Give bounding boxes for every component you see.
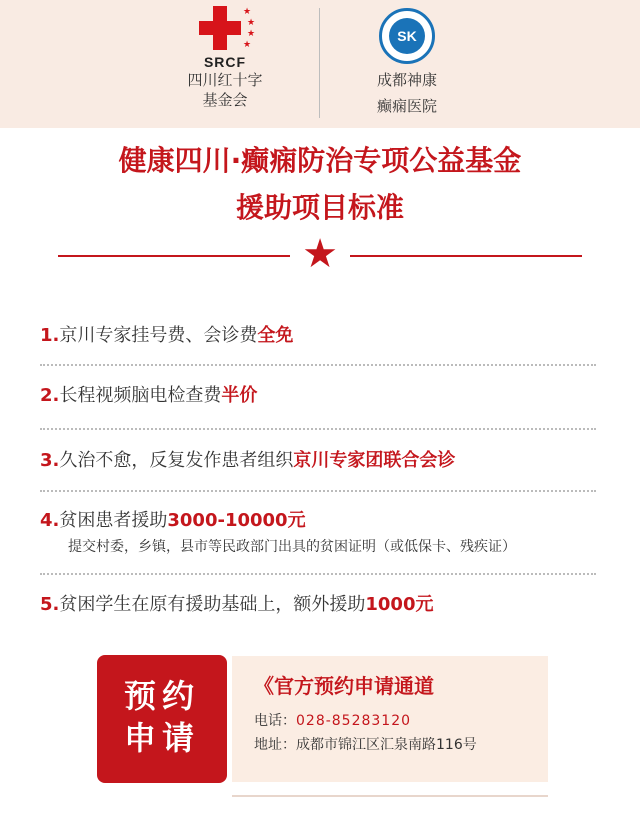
address-text: 成都市锦江区汇泉南路116号: [296, 737, 477, 753]
item-text: 贫困学生在原有援助基础上，额外援助: [59, 594, 366, 615]
srcf-name-line2: 基金会: [202, 91, 248, 109]
phone-number-link[interactable]: 028-85283120: [296, 713, 412, 729]
phone-row: [254, 710, 548, 732]
srcf-abbr: SRCF: [203, 54, 247, 70]
phone-label: 电话：: [254, 713, 296, 729]
item-text: 贫困患者援助: [59, 510, 168, 531]
list-item: [40, 448, 600, 474]
item-number: 1.: [40, 325, 60, 346]
item-text: 京川专家挂号费、会诊费: [59, 325, 258, 346]
list-item: [40, 508, 600, 558]
list-item: [40, 592, 600, 618]
star-divider: [58, 231, 582, 277]
apply-button[interactable]: [97, 655, 227, 783]
list-item: [40, 383, 600, 409]
hospital-emblem-text: SK: [389, 18, 425, 54]
address-row: [254, 734, 548, 756]
item-number: 2.: [40, 385, 60, 406]
item-text: 久治不愈，反复发作患者组织: [59, 450, 294, 471]
srcf-logo: [160, 6, 290, 110]
apply-button-line1: 预约: [123, 677, 200, 715]
item-emphasis: 全免: [257, 325, 294, 346]
item-emphasis: 1000元: [365, 594, 434, 615]
item-number: 3.: [40, 450, 60, 471]
header-divider: [319, 8, 320, 118]
hospital-logo: [352, 8, 462, 116]
contact-info-box: [232, 656, 548, 782]
hospital-name-line2: 癫痫医院: [376, 97, 437, 115]
item-number: 4.: [40, 510, 60, 531]
main-title-line1: 健康四川·癫痫防治专项公益基金: [118, 144, 522, 177]
item-emphasis: 3000-10000元: [167, 510, 306, 531]
item-note: 提交村委，乡镇，县市等民政部门出具的贫困证明（或低保卡、残疾证）: [68, 539, 516, 555]
dotted-divider: [40, 573, 596, 575]
apply-button-line2: 申请: [123, 719, 200, 757]
red-cross-icon: ★ ★ ★ ★: [195, 6, 255, 52]
main-title-line2: 援助项目标准: [235, 191, 404, 224]
srcf-name-line1: 四川红十字: [187, 71, 263, 89]
dotted-divider: [40, 364, 596, 366]
dotted-divider: [40, 490, 596, 492]
item-number: 5.: [40, 594, 60, 615]
dotted-divider: [40, 428, 596, 430]
address-label: 地址：: [254, 737, 296, 753]
item-text: 长程视频脑电检查费: [59, 385, 222, 406]
star-icon: ★: [302, 231, 338, 277]
header-banner: [0, 0, 640, 128]
divider-line-right: [350, 255, 582, 257]
bottom-divider: [232, 795, 548, 797]
channel-title: 《官方预约申请通道: [254, 674, 434, 698]
hospital-name-line1: 成都神康: [376, 71, 437, 89]
hospital-emblem-icon: [379, 8, 435, 64]
list-item: [40, 323, 600, 349]
item-emphasis: 京川专家团联合会诊: [293, 450, 456, 471]
divider-line-left: [58, 255, 290, 257]
item-emphasis: 半价: [221, 385, 258, 406]
